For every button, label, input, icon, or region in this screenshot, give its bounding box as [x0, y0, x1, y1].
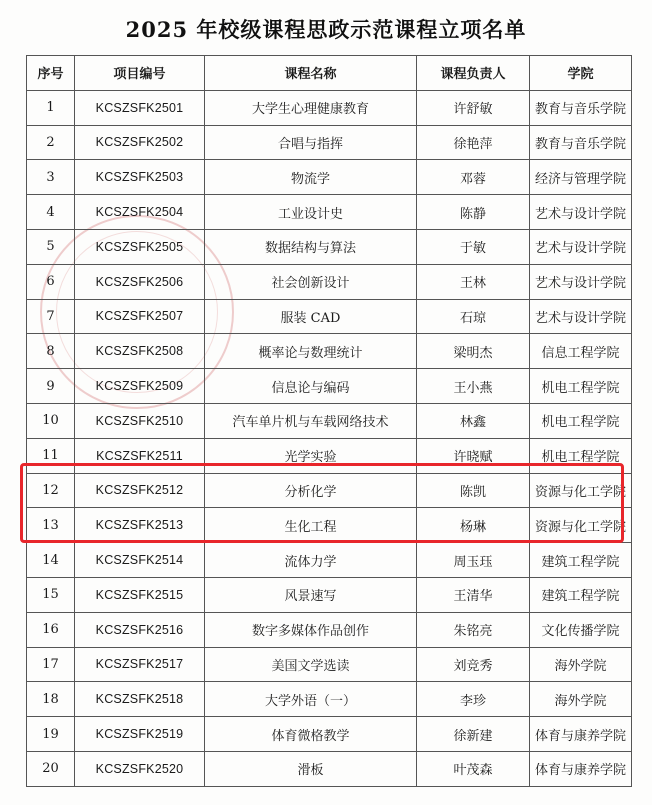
- cell-course-name: 数据结构与算法: [205, 229, 417, 264]
- cell-course-leader: 徐新建: [417, 717, 530, 752]
- cell-course-leader: 陈静: [417, 195, 530, 230]
- cell-course-name: 概率论与数理统计: [205, 334, 417, 369]
- cell-college: 教育与音乐学院: [530, 125, 632, 160]
- cell-serial-number: 15: [27, 577, 75, 612]
- cell-serial-number: 5: [27, 229, 75, 264]
- cell-project-code: KCSZSFK2510: [75, 403, 205, 438]
- cell-course-name: 分析化学: [205, 473, 417, 508]
- cell-course-leader: 许舒敏: [417, 90, 530, 125]
- table-row: [27, 125, 632, 160]
- cell-course-leader: 邓蓉: [417, 160, 530, 195]
- cell-course-name: 风景速写: [205, 577, 417, 612]
- cell-serial-number: 19: [27, 717, 75, 752]
- table-row: [27, 647, 632, 682]
- cell-serial-number: 8: [27, 334, 75, 369]
- cell-project-code: KCSZSFK2517: [75, 647, 205, 682]
- table-row: [27, 577, 632, 612]
- table-row: [27, 508, 632, 543]
- cell-college: 建筑工程学院: [530, 577, 632, 612]
- cell-course-leader: 梁明杰: [417, 334, 530, 369]
- cell-serial-number: 14: [27, 543, 75, 578]
- cell-college: 艺术与设计学院: [530, 264, 632, 299]
- cell-project-code: KCSZSFK2511: [75, 438, 205, 473]
- table-row: [27, 195, 632, 230]
- cell-course-leader: 王林: [417, 264, 530, 299]
- cell-course-name: 美国文学选读: [205, 647, 417, 682]
- cell-course-leader: 周玉珏: [417, 543, 530, 578]
- cell-college: 体育与康养学院: [530, 717, 632, 752]
- cell-project-code: KCSZSFK2501: [75, 90, 205, 125]
- cell-project-code: KCSZSFK2512: [75, 473, 205, 508]
- cell-college: 资源与化工学院: [530, 473, 632, 508]
- cell-course-leader: 徐艳萍: [417, 125, 530, 160]
- cell-course-leader: 李珍: [417, 682, 530, 717]
- cell-college: 体育与康养学院: [530, 751, 632, 786]
- cell-course-leader: 石琼: [417, 299, 530, 334]
- cell-course-name: 工业设计史: [205, 195, 417, 230]
- table-row: [27, 229, 632, 264]
- cell-serial-number: 18: [27, 682, 75, 717]
- cell-college: 海外学院: [530, 682, 632, 717]
- table-row: [27, 299, 632, 334]
- cell-college: 艺术与设计学院: [530, 299, 632, 334]
- cell-project-code: KCSZSFK2513: [75, 508, 205, 543]
- cell-serial-number: 17: [27, 647, 75, 682]
- cell-college: 教育与音乐学院: [530, 90, 632, 125]
- table-row: [27, 543, 632, 578]
- cell-serial-number: 16: [27, 612, 75, 647]
- table-row: [27, 403, 632, 438]
- cell-project-code: KCSZSFK2518: [75, 682, 205, 717]
- cell-project-code: KCSZSFK2516: [75, 612, 205, 647]
- cell-course-name: 生化工程: [205, 508, 417, 543]
- cell-serial-number: 2: [27, 125, 75, 160]
- cell-college: 资源与化工学院: [530, 508, 632, 543]
- cell-course-name: 服装 CAD: [205, 299, 417, 334]
- cell-course-leader: 许晓赋: [417, 438, 530, 473]
- cell-college: 信息工程学院: [530, 334, 632, 369]
- table-row: [27, 90, 632, 125]
- cell-course-name: 社会创新设计: [205, 264, 417, 299]
- cell-course-name: 信息论与编码: [205, 369, 417, 404]
- cell-project-code: KCSZSFK2519: [75, 717, 205, 752]
- cell-serial-number: 4: [27, 195, 75, 230]
- table-header-row: [27, 56, 632, 91]
- cell-project-code: KCSZSFK2509: [75, 369, 205, 404]
- cell-college: 艺术与设计学院: [530, 229, 632, 264]
- cell-course-name: 大学生心理健康教育: [205, 90, 417, 125]
- cell-course-leader: 陈凯: [417, 473, 530, 508]
- table-row: [27, 160, 632, 195]
- cell-project-code: KCSZSFK2503: [75, 160, 205, 195]
- cell-course-name: 光学实验: [205, 438, 417, 473]
- cell-course-leader: 林鑫: [417, 403, 530, 438]
- cell-project-code: KCSZSFK2508: [75, 334, 205, 369]
- cell-college: 经济与管理学院: [530, 160, 632, 195]
- table-body: [27, 90, 632, 786]
- cell-serial-number: 7: [27, 299, 75, 334]
- cell-college: 文化传播学院: [530, 612, 632, 647]
- cell-project-code: KCSZSFK2520: [75, 751, 205, 786]
- cell-serial-number: 12: [27, 473, 75, 508]
- cell-course-name: 汽车单片机与车载网络技术: [205, 403, 417, 438]
- cell-course-leader: 叶茂森: [417, 751, 530, 786]
- cell-course-name: 滑板: [205, 751, 417, 786]
- cell-course-name: 物流学: [205, 160, 417, 195]
- header-course-leader: 课程负责人: [417, 56, 530, 91]
- cell-course-leader: 杨琳: [417, 508, 530, 543]
- cell-college: 建筑工程学院: [530, 543, 632, 578]
- cell-serial-number: 6: [27, 264, 75, 299]
- header-college: 学院: [530, 56, 632, 91]
- cell-project-code: KCSZSFK2504: [75, 195, 205, 230]
- cell-college: 机电工程学院: [530, 438, 632, 473]
- table-row: [27, 751, 632, 786]
- cell-college: 艺术与设计学院: [530, 195, 632, 230]
- table-row: [27, 717, 632, 752]
- table-row: [27, 369, 632, 404]
- cell-course-leader: 于敏: [417, 229, 530, 264]
- document-title: 2025 年校级课程思政示范课程立项名单: [125, 17, 527, 42]
- cell-project-code: KCSZSFK2502: [75, 125, 205, 160]
- cell-course-leader: 朱铭亮: [417, 612, 530, 647]
- table-row: [27, 612, 632, 647]
- cell-course-name: 流体力学: [205, 543, 417, 578]
- project-list-table: [26, 55, 632, 787]
- cell-college: 机电工程学院: [530, 369, 632, 404]
- table-row: [27, 334, 632, 369]
- cell-project-code: KCSZSFK2514: [75, 543, 205, 578]
- cell-serial-number: 3: [27, 160, 75, 195]
- table-row: [27, 264, 632, 299]
- cell-course-name: 大学外语（一）: [205, 682, 417, 717]
- cell-project-code: KCSZSFK2515: [75, 577, 205, 612]
- cell-course-leader: 王清华: [417, 577, 530, 612]
- cell-course-name: 数字多媒体作品创作: [205, 612, 417, 647]
- table-row: [27, 473, 632, 508]
- header-serial-number: 序号: [27, 56, 75, 91]
- cell-serial-number: 11: [27, 438, 75, 473]
- table-row: [27, 438, 632, 473]
- cell-project-code: KCSZSFK2506: [75, 264, 205, 299]
- header-project-code: 项目编号: [75, 56, 205, 91]
- cell-serial-number: 10: [27, 403, 75, 438]
- table-row: [27, 682, 632, 717]
- cell-serial-number: 20: [27, 751, 75, 786]
- cell-college: 海外学院: [530, 647, 632, 682]
- cell-course-leader: 刘竞秀: [417, 647, 530, 682]
- header-course-name: 课程名称: [205, 56, 417, 91]
- cell-course-name: 体育微格教学: [205, 717, 417, 752]
- cell-college: 机电工程学院: [530, 403, 632, 438]
- cell-course-leader: 王小燕: [417, 369, 530, 404]
- cell-serial-number: 13: [27, 508, 75, 543]
- cell-project-code: KCSZSFK2507: [75, 299, 205, 334]
- cell-serial-number: 9: [27, 369, 75, 404]
- cell-project-code: KCSZSFK2505: [75, 229, 205, 264]
- cell-serial-number: 1: [27, 90, 75, 125]
- cell-course-name: 合唱与指挥: [205, 125, 417, 160]
